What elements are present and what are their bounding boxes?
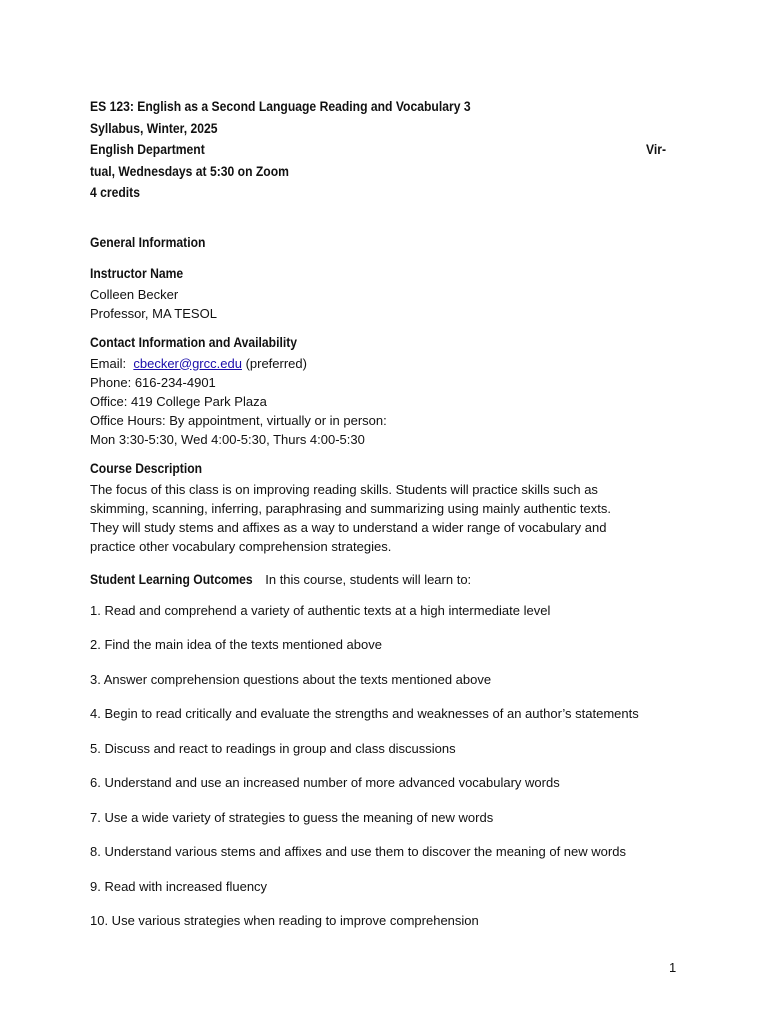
hours-detail-line: Mon 3:30-5:30, Wed 4:00-5:30, Thurs 4:00-5:30 — [90, 431, 365, 447]
instructor-name: Colleen Becker — [90, 286, 179, 302]
office-hours-line: Office Hours: By appointment, virtually or in person: — [90, 412, 387, 428]
email-line — [90, 354, 680, 373]
email-link[interactable]: cbecker@grcc.edu — [133, 355, 242, 371]
course-title: ES 123: English as a Second Language Reading and Vocabulary 3 — [90, 99, 471, 114]
description-line: practice other vocabulary comprehension strategies. — [90, 538, 392, 554]
mode-part1: Vir- — [645, 142, 666, 157]
course-description-text — [90, 480, 680, 556]
description-line: The focus of this class is on improving reading skills. Students will practice skills such as — [90, 481, 598, 497]
outcome-item: 3. Answer comprehension questions about the texts mentioned above — [90, 671, 492, 687]
email-note: (preferred) — [245, 355, 307, 371]
contact-heading: Contact Information and Availability — [90, 334, 298, 350]
mode-part2: tual, Wednesdays at 5:30 on Zoom — [90, 163, 289, 179]
document-header — [90, 96, 680, 204]
page-number: 1 — [669, 960, 677, 975]
email-label: Email: — [90, 355, 127, 371]
department: English Department — [90, 142, 205, 157]
outcome-item: 4. Begin to read critically and evaluate the strengths and weaknesses of an author’s statements — [90, 706, 639, 721]
outcome-item: 10. Use various strategies when reading to improve comprehension — [90, 913, 479, 928]
description-line: skimming, scanning, inferring, paraphrasing and summarizing using mainly authentic texts. — [90, 500, 611, 516]
outcome-item: 1. Read and comprehend a variety of authentic texts at a high intermediate level — [90, 602, 551, 618]
outcomes-heading: Student Learning Outcomes — [90, 571, 253, 587]
instructor-block — [90, 285, 680, 323]
outcome-item: 5. Discuss and react to readings in group and class discussions — [90, 740, 456, 756]
outcomes-list — [90, 601, 680, 931]
department-line — [90, 139, 666, 161]
office-line: Office: 419 College Park Plaza — [90, 393, 267, 409]
outcomes-heading-line — [90, 570, 680, 589]
contact-block — [90, 354, 680, 449]
description-line: They will study stems and affixes as a way to understand a wider range of vocabulary and — [90, 519, 607, 535]
outcomes-intro: In this course, students will learn to: — [265, 571, 472, 587]
instructor-heading: Instructor Name — [90, 265, 184, 281]
outcome-item: 2. Find the main idea of the texts mentioned above — [90, 637, 382, 652]
outcome-item: 9. Read with increased fluency — [90, 878, 268, 894]
syllabus-term: Syllabus, Winter, 2025 — [90, 120, 218, 136]
phone-line: Phone: 616-234-4901 — [90, 374, 216, 390]
course-description-heading: Course Description — [90, 460, 203, 476]
outcome-item: 7. Use a wide variety of strategies to guess the meaning of new words — [90, 809, 494, 825]
credits: 4 credits — [90, 185, 140, 200]
general-info-heading: General Information — [90, 234, 206, 250]
instructor-title: Professor, MA TESOL — [90, 305, 217, 321]
outcome-item: 6. Understand and use an increased number of more advanced vocabulary words — [90, 775, 560, 790]
outcome-item: 8. Understand various stems and affixes and use them to discover the meaning of new words — [90, 844, 626, 859]
document-page — [90, 96, 680, 930]
